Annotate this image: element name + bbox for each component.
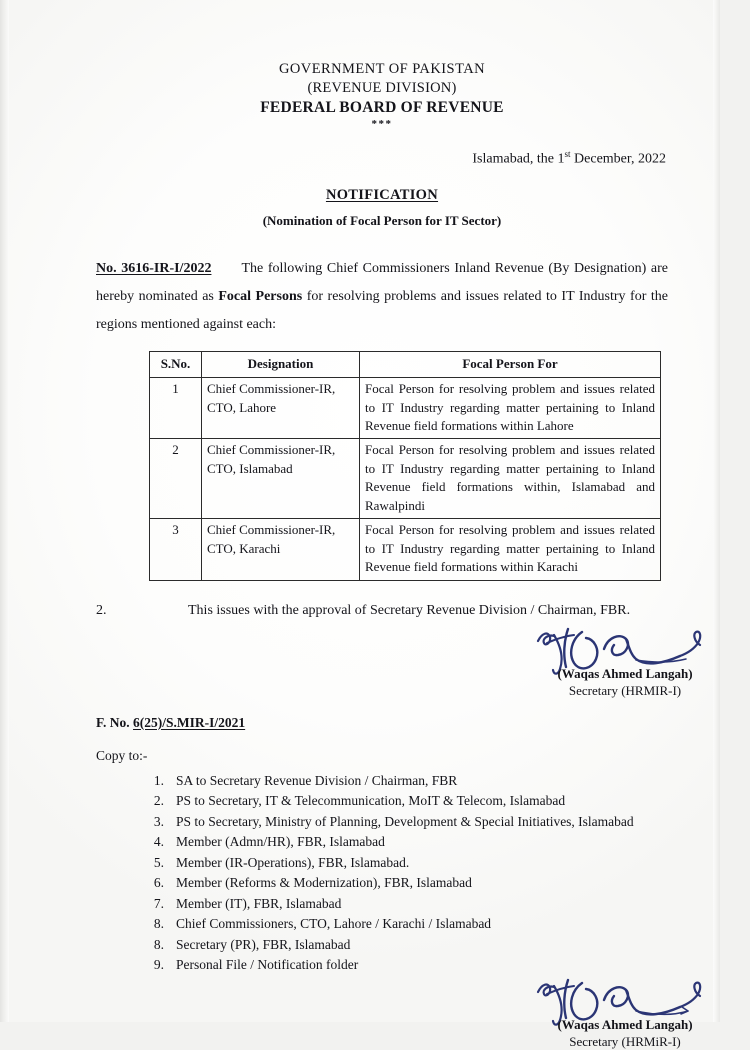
list-item-text: Member (Reforms & Modernization), FBR, Islamabad [176, 875, 472, 891]
file-number-line [96, 715, 668, 731]
signatory-role-top: Secretary (HRMIR-I) [568, 682, 682, 698]
notification-subtitle: (Nomination of Focal Person for IT Sector) [262, 212, 502, 228]
cell-focal-person-for: Focal Person for resolving problem and issues related to IT Industry regarding matter pertaining to Inland Revenue field formations within Lahore [360, 378, 661, 439]
paragraph-2-text: This issues with the approval of Secretary Revenue Division / Chairman, FBR. [188, 602, 631, 618]
cell-designation: Chief Commissioner-IR, CTO, Lahore [202, 378, 360, 439]
body-text-part-2: for resolving problems and issues related to IT Industry for the regions mentioned against each: [96, 288, 668, 332]
dateline-prefix: Islamabad, the 1 [472, 151, 565, 167]
list-item-text: PS to Secretary, Ministry of Planning, Development & Special Initiatives, Islamabad [176, 813, 634, 829]
body-text-part-1: The following Chief Commissioners Inland Revenue (By Designation) are hereby nominated as [96, 260, 668, 304]
list-item-index: 8. [153, 936, 164, 952]
file-number-value: 6(25)/S.MIR-I/2021 [133, 714, 246, 730]
table-row [150, 519, 661, 580]
paragraph-2 [96, 603, 668, 619]
list-item-index: 4. [153, 834, 164, 850]
signatory-name-bottom: (Waqas Ahmed Langah) [557, 1016, 693, 1032]
list-item-index: 2. [153, 793, 164, 809]
cell-designation: Chief Commissioner-IR, CTO, Islamabad [202, 439, 360, 519]
table-header-sno: S.No. [150, 351, 202, 377]
signature-mark-top [500, 625, 750, 669]
nomination-table [149, 351, 661, 581]
copy-to-list [96, 771, 668, 976]
copy-to-label: Copy to:- [96, 747, 148, 763]
list-item [142, 791, 668, 812]
dateline-ordinal: st [564, 149, 571, 159]
list-item [142, 935, 668, 956]
letterhead-board-line: FEDERAL BOARD OF REVENUE [260, 99, 504, 117]
file-number-prefix: F. No. [96, 714, 134, 730]
list-item [142, 914, 668, 935]
cell-sno: 2 [150, 439, 202, 519]
notification-title: NOTIFICATION [325, 186, 439, 203]
letterhead-government-line: GOVERNMENT OF PAKISTAN [278, 61, 486, 77]
list-item-text: Secretary (PR), FBR, Islamabad [176, 936, 351, 952]
table-header-designation: Designation [202, 351, 360, 377]
signature-block-bottom [500, 976, 750, 1050]
table-header-row [150, 351, 661, 377]
letterhead-division-line: (REVENUE DIVISION) [307, 79, 457, 96]
cell-designation: Chief Commissioner-IR, CTO, Karachi [202, 519, 360, 580]
list-item-index: 3. [153, 813, 164, 829]
list-item-index: 6. [153, 875, 164, 891]
signature-block-top [500, 625, 750, 699]
signatory-role-bottom: Secretary (HRMiR-I) [569, 1033, 681, 1049]
list-item-text: SA to Secretary Revenue Division / Chairman, FBR [176, 772, 458, 788]
list-item [142, 812, 668, 833]
letterhead [96, 0, 668, 131]
list-item-text: PS to Secretary, IT & Telecommunication, MoIT & Telecom, Islamabad [176, 793, 566, 809]
dateline-suffix: December, 2022 [570, 151, 666, 167]
list-item-index: 5. [153, 854, 164, 870]
list-item [142, 873, 668, 894]
table-row [150, 378, 661, 439]
list-item-index: 9. [153, 957, 164, 973]
list-item-text: Member (Admn/HR), FBR, Islamabad [176, 834, 385, 850]
signature-mark-bottom [500, 976, 750, 1020]
cell-focal-person-for: Focal Person for resolving problem and issues related to IT Industry regarding matter pertaining to Inland Revenue field formations within, Islamabad and Rawalpindi [360, 439, 661, 519]
list-item-index: 7. [153, 895, 164, 911]
list-item [142, 832, 668, 853]
list-item-text: Member (IR-Operations), FBR, Islamabad. [176, 854, 410, 870]
body-paragraph [96, 255, 668, 339]
signatory-name-top: (Waqas Ahmed Langah) [557, 665, 693, 681]
table-header-focal-person-for: Focal Person For [360, 351, 661, 377]
list-item-text: Member (IT), FBR, Islamabad [176, 895, 342, 911]
reference-number: No. 3616-IR-I/2022 [96, 260, 212, 276]
body-text-focal-persons: Focal Persons [218, 288, 303, 304]
list-item-text: Chief Commissioners, CTO, Lahore / Karachi / Islamabad [176, 916, 492, 932]
list-item [142, 771, 668, 792]
cell-sno: 1 [150, 378, 202, 439]
dateline [96, 149, 668, 168]
table-row [150, 439, 661, 519]
list-item [142, 894, 668, 915]
cell-sno: 3 [150, 519, 202, 580]
cell-focal-person-for: Focal Person for resolving problem and issues related to IT Industry regarding matter pertaining to Inland Revenue field formations within Karachi [360, 519, 661, 580]
list-item-index: 8. [153, 916, 164, 932]
list-item [142, 853, 668, 874]
nomination-table-wrapper [149, 351, 661, 581]
paragraph-2-number: 2. [96, 602, 107, 618]
list-item-text: Personal File / Notification folder [176, 957, 359, 973]
letterhead-stars-ornament: *** [371, 117, 393, 130]
list-item [142, 955, 668, 976]
list-item-index: 1. [153, 772, 164, 788]
